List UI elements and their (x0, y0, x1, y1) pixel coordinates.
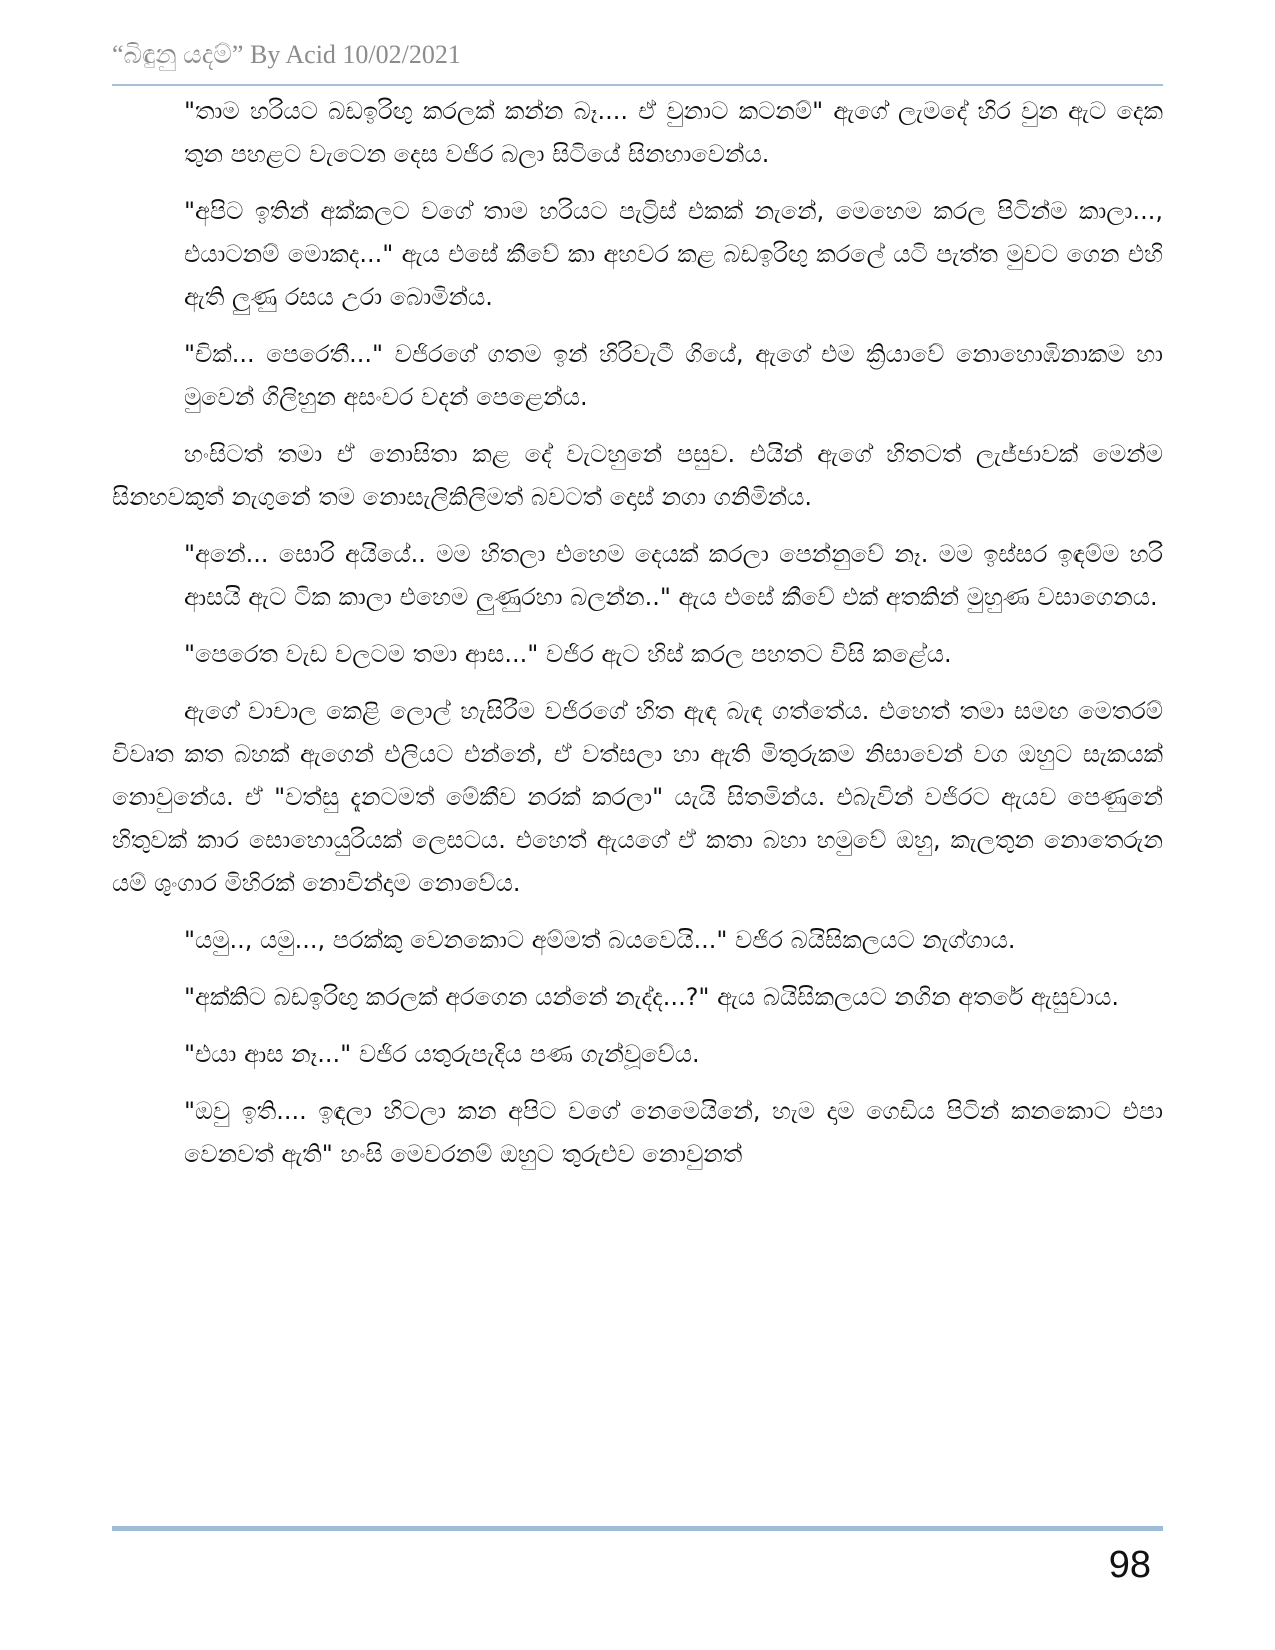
running-header: “බිඳුනු යදම්” By Acid 10/02/2021 (112, 40, 461, 69)
paragraph: "තාම හරියට බඩඉරිඟු කරලක් කන්න බෑ.... ඒ වුනාට කටනම්" ඇගේ ලැමදේ හිර වුන ඇට දෙක තුන පහළට වැටෙන දෙස වජිර බලා සිටියේ සිනහාවෙන්ය. (184, 97, 1163, 168)
paragraph: "යමු.., යමු..., පරක්කු වෙනකොට අම්මත් බයවෙයි..." වජිර බයිසිකලයට නැග්ගාය. (184, 926, 1016, 954)
story-body (112, 90, 1163, 1190)
paragraph: "එයා ආස නෑ..." වජිර යතුරුපැදිය පණ ගැන්වූවේය. (184, 1040, 700, 1068)
paragraph: හංසිටත් තමා ඒ නොසිතා කළ දේ වැටහුනේ පසුව. එයින් ඇගේ හිතටත් ලැජ්ජාවක් මෙන්ම සිනහවකුත් නැගුනේ තම නොසැලිකිලිමත් බවටත් දොස් නගා ගනිමින්ය. (112, 440, 1163, 511)
paragraph: "ඔවු ඉති.... ඉඳලා හිටලා කන අපිට වගේ නෙමෙයිනේ, හැම දාම ගෙඩිය පිටින් කනකොට එපා වෙනවත් ඇති" හංසි මෙවරනම් ඔහුට තුරුළුව නොවුනත් (184, 1097, 1163, 1168)
paragraph: ඇගේ වාචාල කෙළි ලොල් හැසිරීම වජිරගේ හිත ඇඳ බැඳ ගත්තේය. එහෙත් තමා සමඟ මෙතරම් විවෘත කත බහක් ඇගෙන් එලියට එන්නේ, ඒ වත්සලා හා ඇති මිතුරුකම නිසාවෙන් වග ඔහුට සැකයක් නොවුනේය. ඒ "වත්සු දැනටමත් මේකීව නරක් කරලා" යැයි සිතමින්ය. එබැවින් වජිරට ඇයව පෙණුනේ හිතුවක් කාර සොහොයුරියක් ලෙසටය. එහෙත් ඇයගේ ඒ කතා බහා හමුවේ ඔහු, කැලතුන නොතෙරුන යම් ශුංගාර මිහිරක් නොවින්දාම නොවේය. (112, 697, 1163, 897)
header-divider (112, 84, 1163, 86)
paragraph: "අපිට ඉතින් අක්කලට වගේ තාම හරියට පැට්‍රිස් එකක් නැනේ, මෙහෙම කරල පිටින්ම කාලා..., එයාටනම් මොකද..." ඇය එසේ කීවේ කා අහවර කළ බඩඉරිඟු කරලේ යටි පැත්ත මුවට ගෙන එහි ඇති ලුණු රසය උරා බොමින්ය. (184, 197, 1163, 311)
footer-divider (112, 1526, 1163, 1531)
paragraph: "අනේ... සොරි අයියේ.. මම හිතලා එහෙම දෙයක් කරලා පෙන්නුවේ නෑ. මම ඉස්සර ඉඳම්ම හරි ආසයි ඇට ටික කාලා එහෙම ලුණුරහා බලන්න.." ඇය එසේ කීවේ එක් අතකින් මුහුණ වසාගෙනය. (184, 540, 1163, 611)
paragraph: "අක්කිට බඩඉරිඟු කරලක් අරගෙන යන්නේ නැද්ද...?" ඇය බයිසිකලයට නගින අතරේ ඇසුවාය. (184, 983, 1120, 1011)
paragraph: "පෙරෙත වැඩ වලටම තමා ආස..." වජිර ඇට හිස් කරල පහතට විසි කළේය. (184, 640, 952, 668)
page-number: 98 (1108, 1544, 1151, 1586)
paragraph: "චික්... පෙරෙතී..." වජිරගේ ගතම ඉන් හිරිවැටී ගියේ, ඇගේ එම ක්‍රියාවේ නොහොඹිනාකම හා මුවෙන් ගිලිහුන අසංවර වදන් පෙළෙන්ය. (184, 340, 1163, 411)
